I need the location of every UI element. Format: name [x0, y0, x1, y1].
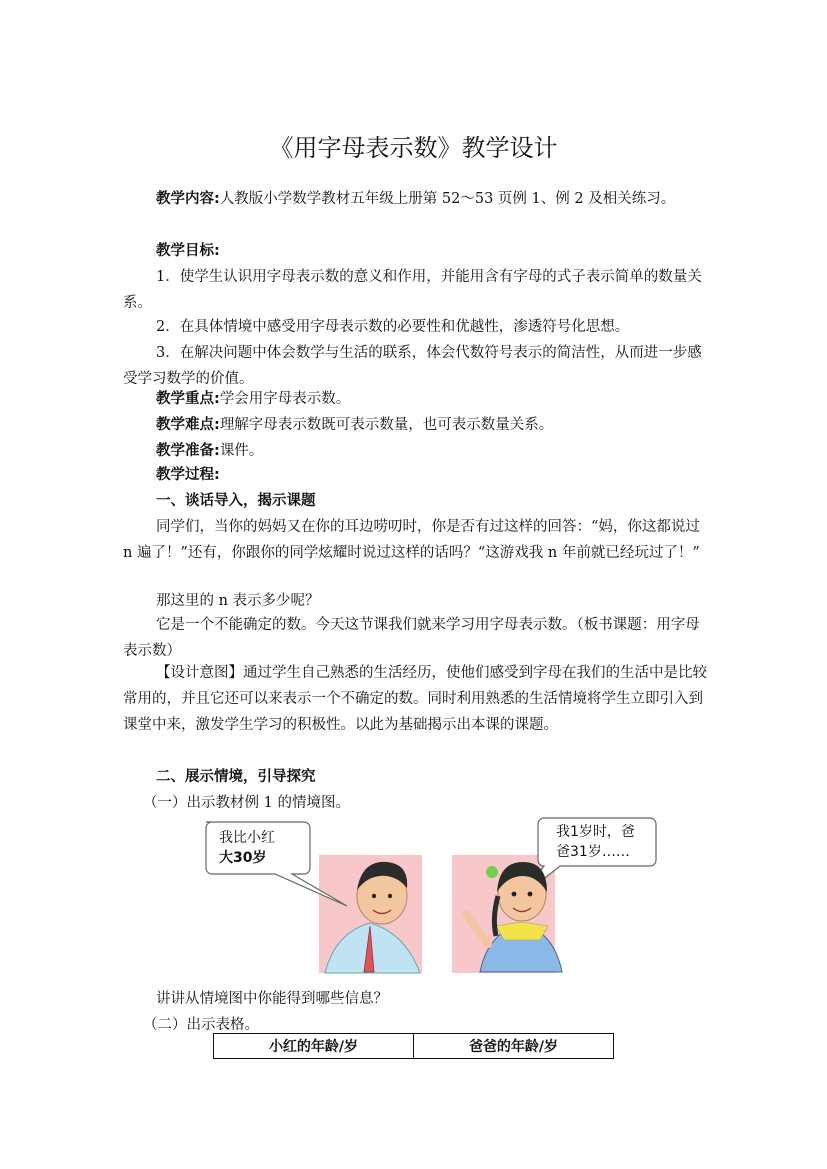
difficulty: 教学难点:理解字母表示数既可表示数量，也可表示数量关系。 — [156, 417, 554, 433]
teaching-content-label: 教学内容: — [156, 191, 220, 207]
design-intent: 【设计意图】通过学生自己熟悉的生活经历，使他们感受到字母在我们的生活中是比较常用的，并且它还可以来表示一个不确定的数。同时利用熟悉的生活情境将学生立即引入到课堂中来，激发学生学习的积极性。以此为基础揭示出本课的课题。 — [123, 665, 707, 733]
table-header-xiaohong-age: 小红的年龄/岁 — [214, 1034, 414, 1059]
section1-para2: 那这里的 n 表示多少呢？ — [156, 593, 320, 609]
goal-item-1: 1．使学生认识用字母表示数的意义和作用，并能用含有字母的式子表示简单的数量关系。 — [123, 269, 702, 311]
section2-step2: （二）出示表格。 — [143, 1017, 259, 1033]
page-title: 《用字母表示数》教学设计 — [269, 134, 558, 162]
scene-question: 讲讲从情境图中你能得到哪些信息？ — [156, 991, 388, 1007]
section1-para1: 同学们，当你的妈妈又在你的耳边唠叨时，你是否有过这样的回答：“妈，你这都说过 n 遍了！”还有，你跟你的同学炫耀时说过这样的话吗？“这游戏我 n 年前就已经玩过了！” — [123, 519, 700, 561]
boy-bubble: 我比小红 大30岁 — [219, 830, 275, 866]
table-row — [214, 1034, 614, 1059]
teaching-content — [123, 186, 711, 212]
goal-item-2: 2．在具体情境中感受用字母表示数的必要性和优越性，渗透符号化思想。 — [156, 319, 630, 335]
teaching-goals-label: 教学目标: — [156, 243, 220, 259]
process-label: 教学过程: — [156, 467, 220, 483]
teaching-content-text: 人教版小学数学教材五年级上册第 52～53 页例 1、例 2 及相关练习。 — [219, 191, 676, 207]
table-header-father-age: 爸爸的年龄/岁 — [414, 1034, 614, 1059]
section2-heading: 二、展示情境，引导探究 — [156, 769, 316, 785]
section2-step1: （一）出示教材例 1 的情境图。 — [143, 795, 350, 811]
girl-bubble: 我1岁时，爸 爸31岁…… — [556, 824, 635, 860]
goal-item-3: 3．在解决问题中体会数学与生活的联系，体会代数符号表示的简洁性，从而进一步感受学习数学的价值。 — [123, 345, 702, 387]
key-point: 教学重点:学会用字母表示数。 — [156, 391, 351, 407]
age-table — [213, 1033, 614, 1059]
preparation: 教学准备:课件。 — [156, 443, 264, 459]
section1-heading: 一、谈话导入，揭示课题 — [156, 493, 316, 509]
section1-para3: 它是一个不能确定的数。今天这节课我们就来学习用字母表示数。（板书课题：用字母表示数） — [123, 617, 700, 659]
